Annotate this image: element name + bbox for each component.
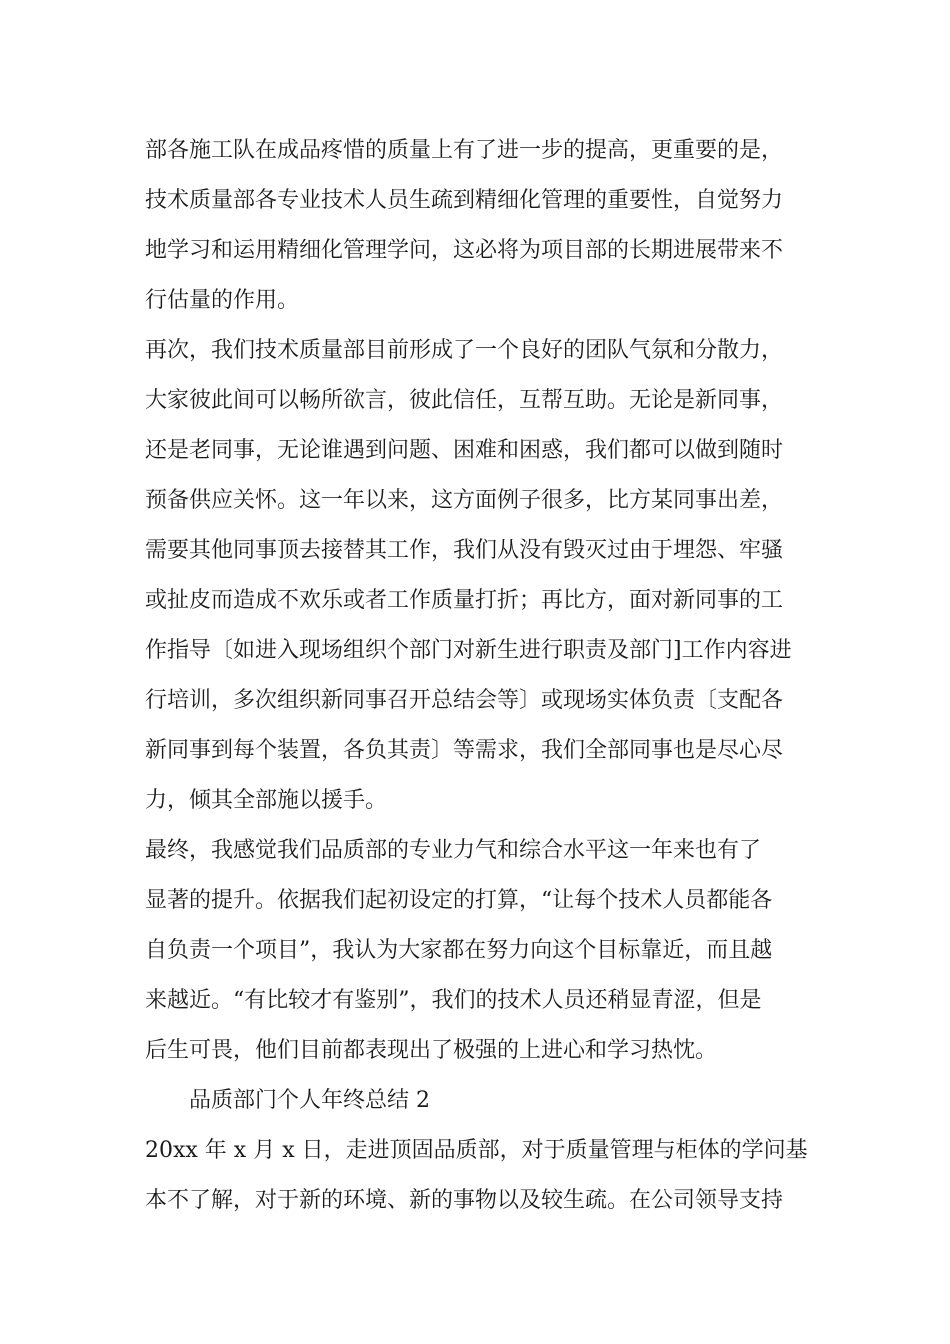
text-line: 本不了解，对于新的环境、新的事物以及较生疏。在公司领导支持 — [145, 1188, 784, 1213]
text-line: 20xx 年 x 月 x 日，走进顶固品质部，对于质量管理与柜体的学问基 — [145, 1138, 808, 1163]
text-line: 来越近。“有比较才有鉴别”，我们的技术人员还稍显青涩，但是 — [145, 988, 762, 1013]
text-line: 最终，我感觉我们品质部的专业力气和综合水平这一年来也有了 — [145, 838, 762, 863]
text-line: 新同事到每个装置，各负其责〕等需求，我们全部同事也是尽心尽 — [145, 738, 784, 763]
text-line: 部各施工队在成品疼惜的质量上有了进一步的提高，更重要的是， — [145, 138, 784, 163]
text-line: 大家彼此间可以畅所欲言，彼此信任，互帮互助。无论是新同事， — [145, 388, 784, 413]
paragraph-1 — [145, 126, 825, 326]
section-heading: 品质部门个人年终总结 2 — [189, 1088, 430, 1113]
text-line: 需要其他同事顶去接替其工作，我们从没有毁灭过由于埋怨、牢骚 — [145, 538, 784, 563]
text-line: 技术质量部各专业技术人员生疏到精细化管理的重要性，自觉努力 — [145, 188, 784, 213]
text-line: 后生可畏，他们目前都表现出了极强的上进心和学习热忱。 — [145, 1038, 718, 1063]
text-line: 预备供应关怀。这一年以来，这方面例子很多，比方某同事出差， — [145, 488, 784, 513]
document-body — [145, 126, 825, 1226]
paragraph-2 — [145, 326, 825, 826]
text-line: 或扯皮而造成不欢乐或者工作质量打折；再比方，面对新同事的工 — [145, 588, 784, 613]
text-line: 行培训，多次组织新同事召开总结会等〕或现场实体负责〔支配各 — [145, 688, 784, 713]
paragraph-3 — [145, 826, 825, 1076]
text-line: 力，倾其全部施以援手。 — [145, 788, 388, 813]
text-line: 作指导〔如进入现场组织个部门对新生进行职责及部门]工作内容进 — [145, 638, 792, 663]
text-line: 再次，我们技术质量部目前形成了一个良好的团队气氛和分散力， — [145, 338, 784, 363]
text-line: 还是老同事，无论谁遇到问题、困难和困惑，我们都可以做到随时 — [145, 438, 784, 463]
paragraph-4 — [145, 1126, 825, 1226]
text-line: 显著的提升。依据我们起初设定的打算，“让每个技术人员都能各 — [145, 888, 773, 913]
text-line: 自负责一个项目”，我认为大家都在努力向这个目标靠近，而且越 — [145, 938, 773, 963]
text-line: 地学习和运用精细化管理学问，这必将为项目部的长期进展带来不 — [145, 238, 784, 263]
text-line: 行估量的作用。 — [145, 288, 300, 313]
